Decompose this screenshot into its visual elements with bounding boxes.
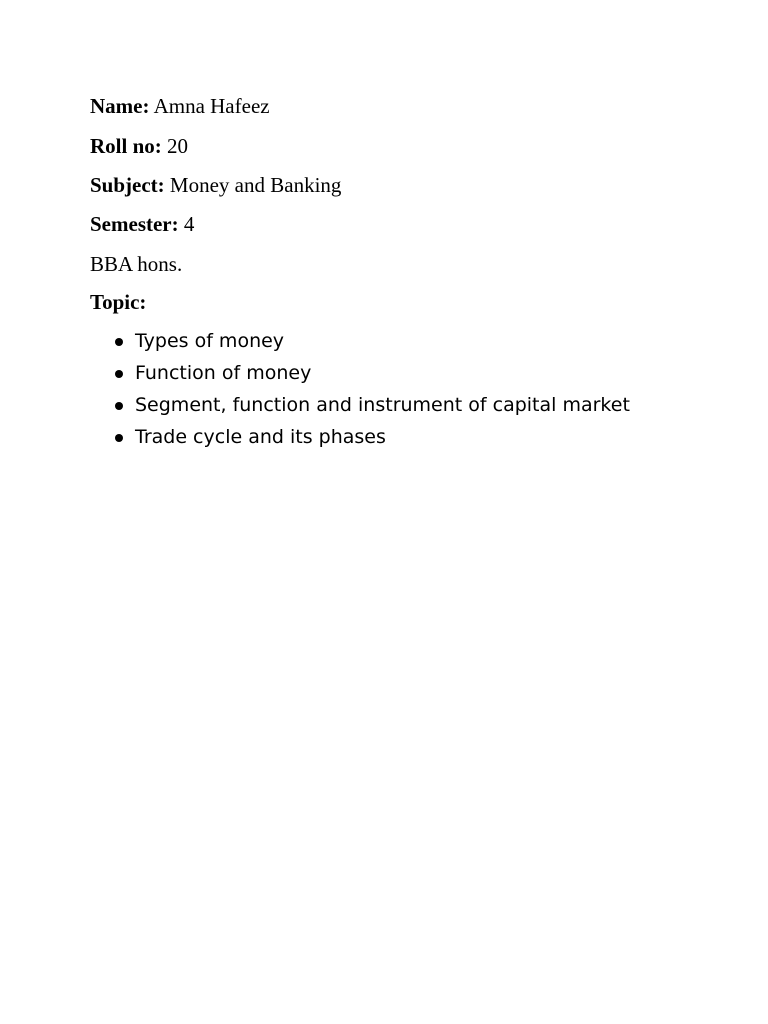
semester-line	[90, 214, 194, 235]
bullet-icon	[115, 338, 123, 346]
roll-number-label: Roll no:	[90, 134, 162, 158]
topic-text: Segment, function and instrument of capital market	[135, 394, 630, 416]
semester-value: 4	[178, 212, 195, 236]
topic-heading	[90, 292, 146, 313]
program-value: BBA hons.	[90, 252, 183, 276]
semester-label: Semester:	[90, 212, 179, 236]
name-line	[90, 96, 270, 117]
name-value: Amna Hafeez	[149, 94, 270, 118]
name-label: Name:	[90, 94, 150, 118]
roll-number-line	[90, 136, 188, 157]
topic-text: Types of money	[135, 330, 285, 352]
bullet-icon	[115, 370, 123, 378]
topic-text: Trade cycle and its phases	[135, 426, 386, 448]
program-line	[90, 254, 182, 275]
subject-label: Subject:	[90, 173, 165, 197]
topic-label: Topic:	[90, 290, 147, 314]
bullet-icon	[115, 434, 123, 442]
bullet-icon	[115, 402, 123, 410]
topic-text: Function of money	[135, 362, 312, 384]
roll-number-value: 20	[161, 134, 189, 158]
subject-value: Money and Banking	[164, 173, 342, 197]
subject-line	[90, 175, 341, 196]
